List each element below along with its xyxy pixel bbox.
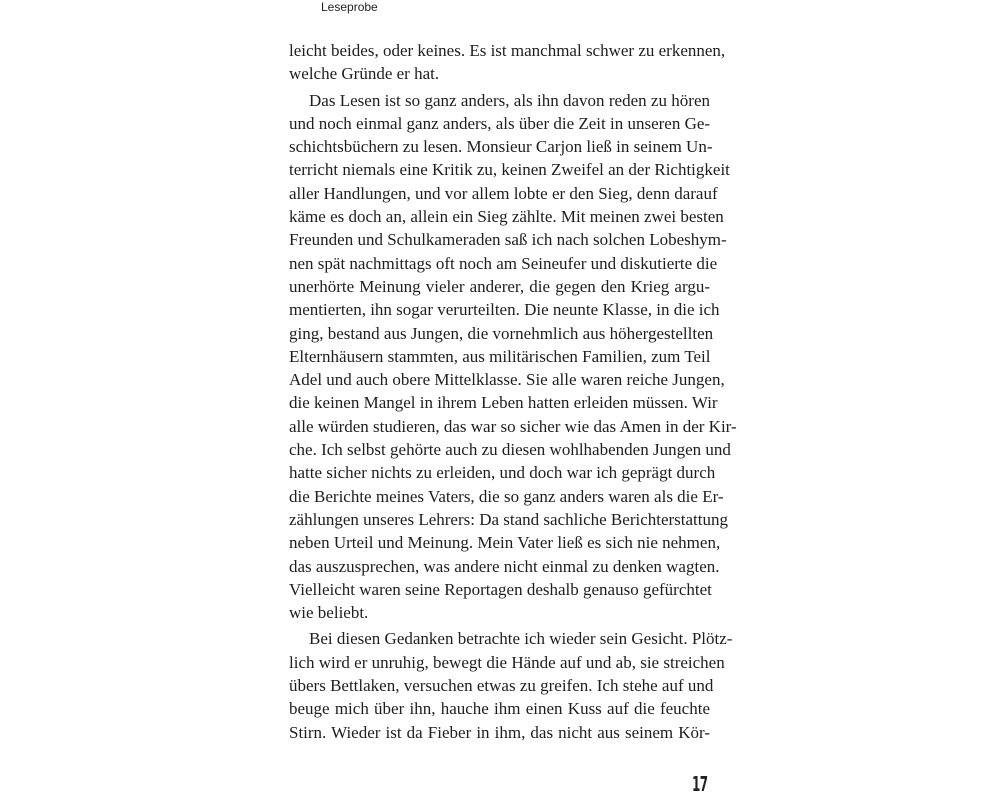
text-line: nen spät nachmittags oft noch am Seineufer und diskutierte die [289,253,718,273]
text-line: Vielleicht waren seine Reportagen deshalb genauso gefürchtet [289,579,712,599]
text-line: Elternhäusern stammten, aus militärischen Familien, zum Teil [289,346,711,366]
text-line: Adel und auch obere Mittelklasse. Sie alle waren reiche Jungen, [289,370,725,390]
text-line: wie beliebt. [289,603,369,623]
text-line: leicht beides, oder keines. Es ist manchmal schwer zu erkennen, [289,41,726,60]
text-line: Freunden und Schulkameraden saß ich nach solchen Lobeshym- [289,230,727,250]
page-number: 17 [692,772,708,796]
text-line: ging, bestand aus Jungen, die vornehmlich aus höhergestellten [289,323,714,343]
paragraph [289,627,733,743]
text-line: die keinen Mangel in ihrem Leben hatten erleiden müssen. Wir [289,393,718,413]
text-line: schichtsbüchern zu lesen. Monsieur Carjon ließ in seinem Un- [289,137,713,157]
paragraph [289,89,737,625]
text-line: mentierten, ihn sogar verurteilten. Die neunte Klasse, in die ich [289,300,720,320]
text-line: che. Ich selbst gehörte auch zu diesen wohlhabenden Jungen und [289,440,731,460]
text-line: das auszusprechen, was andere nicht einmal zu denken wagten. [289,556,720,576]
book-text [289,39,737,747]
text-line: und noch einmal ganz anders, als über die Zeit in unseren Ge- [289,113,711,133]
text-line: terricht niemals eine Kritik zu, keinen Zweifel an der Richtigkeit [289,160,730,180]
text-line: Das Lesen ist so ganz anders, als ihn davon reden zu hören [309,90,710,110]
text-line: lich wird er unruhig, bewegt die Hände auf und ab, sie streichen [289,652,725,672]
text-line: Stirn. Wieder ist da Fieber in ihm, das nicht aus seinem Kör- [289,722,710,742]
text-line: zählungen unseres Lehrers: Da stand sachliche Berichterstattung [289,509,729,529]
paragraph [289,39,726,86]
text-line: aller Handlungen, und vor allem lobte er den Sieg, denn darauf [289,183,718,203]
text-line: beuge mich über ihn, hauche ihm einen Kuss auf die feuchte [289,699,710,719]
text-line: käme es doch an, allein ein Sieg zählte. Mit meinen zwei besten [289,207,724,227]
page-header-label: Leseprobe [321,0,378,14]
text-line: hatte sicher nichts zu erleiden, und doch war ich geprägt durch [289,463,716,483]
text-line: die Berichte meines Vaters, die so ganz anders waren als die Er- [289,486,724,506]
text-line: unerhörte Meinung vieler anderer, die gegen den Krieg argu- [289,276,710,296]
text-line: neben Urteil und Meinung. Mein Vater ließ es sich nie nehmen, [289,533,721,553]
text-line: Bei diesen Gedanken betrachte ich wieder sein Gesicht. Plötz- [309,629,733,649]
text-line: übers Bettlaken, versuchen etwas zu greifen. Ich stehe auf und [289,676,714,696]
text-line: welche Gründe er hat. [289,64,440,84]
text-line: alle würden studieren, das war so sicher wie das Amen in der Kir- [289,416,737,436]
